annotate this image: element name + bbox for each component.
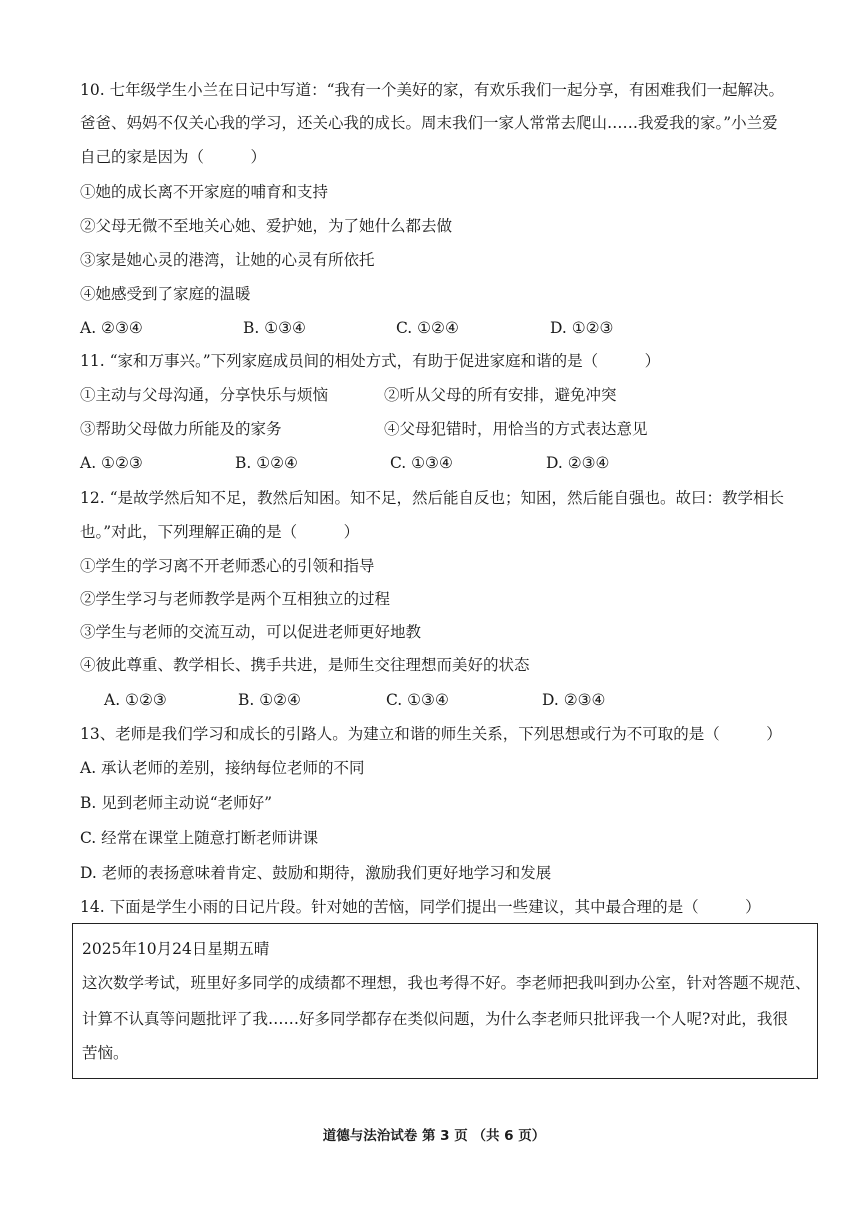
q10-option-a: A. ②③④	[80, 319, 143, 337]
q14-diary-line3: 苦恼。	[82, 1044, 129, 1062]
q12-statement-2: ②学生学习与老师教学是两个互相独立的过程	[80, 590, 391, 608]
q11-option-c: C. ①③④	[390, 454, 453, 472]
q14-diary-box	[72, 923, 818, 1079]
q13-option-b: B. 见到老师主动说“老师好”	[80, 794, 273, 812]
q12-statement-4: ④彼此尊重、教学相长、携手共进，是师生交往理想而美好的状态	[80, 656, 530, 674]
q11-statement-1: ①主动与父母沟通，分享快乐与烦恼	[80, 386, 329, 404]
q11-option-b: B. ①②④	[235, 454, 298, 472]
q12-statement-3: ③学生与老师的交流互动，可以促进老师更好地教	[80, 623, 422, 641]
q10-statement-4: ④她感受到了家庭的温暖	[80, 285, 251, 303]
q10-statement-1: ①她的成长离不开家庭的哺育和支持	[80, 183, 329, 201]
q14-stem: 14. 下面是学生小雨的日记片段。针对她的苦恼，同学们提出一些建议，其中最合理的是（ ）	[80, 898, 761, 916]
q10-stem-line3: 自己的家是因为（ ）	[80, 148, 267, 166]
q10-option-c: C. ①②④	[396, 319, 459, 337]
q11-statements-row2	[80, 418, 820, 440]
q10-statement-2: ②父母无微不至地关心她、爱护她，为了她什么都去做	[80, 217, 453, 235]
q12-stem-line1: 12. “是故学然后知不足，教然后知困。知不足，然后能自反也；知困，然后能自强也。故曰：教学相长	[80, 489, 785, 507]
q14-diary-line1: 这次数学考试，班里好多同学的成绩都不理想，我也考得不好。李老师把我叫到办公室，针对答题不规范、	[82, 974, 811, 992]
q14-diary-line2: 计算不认真等问题批评了我……好多同学都存在类似问题，为什么李老师只批评我一个人呢?对此，我很	[82, 1010, 788, 1028]
q10-stem-line2: 爸爸、妈妈不仅关心我的学习，还关心我的成长。周末我们一家人常常去爬山……我爱我的家。”小兰爱	[80, 114, 778, 132]
q11-option-a: A. ①②③	[80, 454, 143, 472]
q10-stem-line1: 10. 七年级学生小兰在日记中写道：“我有一个美好的家，有欢乐我们一起分享，有困难我们一起解决。	[80, 81, 785, 99]
q12-option-b: B. ①②④	[238, 691, 301, 709]
q12-statement-1: ①学生的学习离不开老师悉心的引领和指导	[80, 557, 375, 575]
q12-stem-line2: 也。”对此，下列理解正确的是（ ）	[80, 523, 360, 541]
q13-stem: 13、老师是我们学习和成长的引路人。为建立和谐的师生关系，下列思想或行为不可取的是（ ）	[80, 725, 782, 743]
q12-option-a: A. ①②③	[104, 691, 167, 709]
page-footer: 道德与法治试卷 第 3 页 （共 6 页）	[322, 1128, 546, 1144]
q11-stem: 11. “家和万事兴。”下列家庭成员间的相处方式，有助于促进家庭和谐的是（ ）	[80, 352, 661, 370]
q11-statement-4: ④父母犯错时，用恰当的方式表达意见	[384, 420, 648, 438]
q13-option-d: D. 老师的表扬意味着肯定、鼓励和期待，激励我们更好地学习和发展	[80, 864, 552, 882]
q10-statement-3: ③家是她心灵的港湾，让她的心灵有所依托	[80, 251, 375, 269]
q11-statement-2: ②听从父母的所有安排，避免冲突	[384, 386, 617, 404]
q10-option-d: D. ①②③	[550, 319, 614, 337]
q12-option-d: D. ②③④	[542, 691, 606, 709]
q14-diary-date: 2025年10月24日星期五晴	[82, 940, 270, 958]
q12-options	[104, 689, 820, 711]
q11-statements-row1	[80, 384, 820, 406]
q11-statement-3: ③帮助父母做力所能及的家务	[80, 420, 282, 438]
q11-option-d: D. ②③④	[546, 454, 610, 472]
q13-option-a: A. 承认老师的差别，接纳每位老师的不同	[80, 759, 365, 777]
q10-options	[80, 317, 820, 339]
q13-option-c: C. 经常在课堂上随意打断老师讲课	[80, 829, 319, 847]
q11-options	[80, 452, 820, 474]
q12-option-c: C. ①③④	[386, 691, 449, 709]
q10-option-b: B. ①③④	[243, 319, 306, 337]
